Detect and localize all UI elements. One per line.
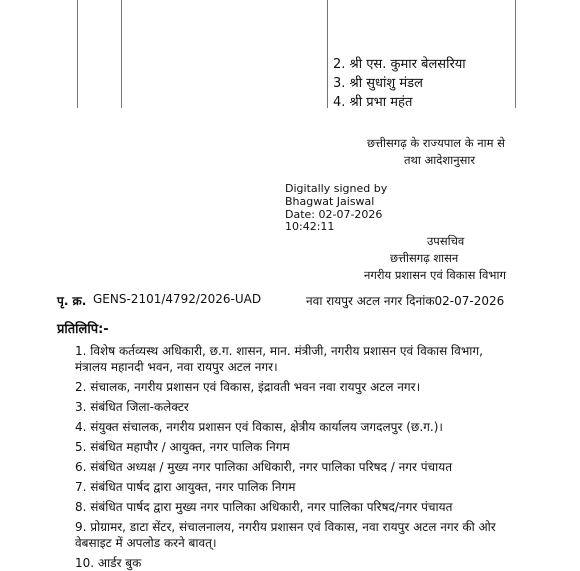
copy-list [75, 343, 565, 571]
list-item-continuation: वेबसाइट में अपलोड करने बावत्। [75, 536, 217, 550]
list-item: 7. संबंधित पार्षद द्वारा आयुक्त, नगर पालिक निगम [75, 480, 296, 494]
copy-heading: प्रतिलिपि:- [57, 322, 109, 337]
table-names [333, 55, 466, 112]
designation-govt: छत्तीसगढ़ शासन [390, 251, 459, 265]
table-divider [327, 0, 328, 108]
signature-line: Digitally signed by [285, 182, 388, 195]
reference-label: पृ. क्र. [57, 294, 87, 308]
designation-title: उपसचिव [427, 234, 465, 248]
list-item: 9. प्रोग्रामर, डाटा सेंटर, संचालनालय, नगरीय प्रशासन एवं विकास, नवा रायपुर अटल नगर की ओर [75, 520, 496, 534]
authority-line-2: तथा आदेशानुसार [404, 153, 476, 167]
signature-name: Bhagwat Jaiswal [285, 194, 375, 208]
list-item: 8. संबंधित पार्षद द्वारा मुख्य नगर पालिका अधिकारी, नगर पालिका परिषद/नगर पंचायत [75, 500, 453, 514]
signature-date: Date: 02-07-2026 [285, 207, 383, 221]
list-item: 1. विशेष कर्तव्यस्थ अधिकारी, छ.ग. शासन, मान. मंत्रीजी, नगरीय प्रशासन एवं विकास विभाग, [75, 344, 483, 358]
authority-line-1: छत्तीसगढ़ के राज्यपाल के नाम से [367, 136, 505, 150]
list-item: 2. संचालक, नगरीय प्रशासन एवं विकास, इंद्रावती भवन नवा रायपुर अटल नगर। [75, 380, 421, 394]
reference-place-date: नवा रायपुर अटल नगर दिनांक02-07-2026 [306, 294, 505, 308]
table-divider [121, 0, 122, 108]
designation-dept: नगरीय प्रशासन एवं विकास विभाग [364, 268, 506, 282]
name-entry: 4. श्री प्रभा महंत [333, 95, 413, 110]
list-item: 4. संयुक्त संचालक, नगरीय प्रशासन एवं विकास, क्षेत्रीय कार्यालय जगदलपुर (छ.ग.)। [75, 420, 443, 434]
list-item: 5. संबंधित महापौर / आयुक्त, नगर पालिक निगम [75, 440, 290, 454]
list-item-continuation: मंत्रालय महानदी भवन, नवा रायपुर अटल नगर। [75, 360, 278, 374]
reference-number: GENS-2101/4792/2026-UAD [93, 292, 262, 306]
list-item: 6. संबंधित अध्यक्ष / मुख्य नगर पालिका अधिकारी, नगर पालिका परिषद / नगर पंचायत [75, 460, 453, 474]
signature-time: 10:42:11 [285, 220, 335, 234]
list-item: 3. संबंधित जिला-कलेक्टर [75, 400, 189, 414]
name-entry: 2. श्री एस. कुमार बेलसरिया [333, 57, 466, 72]
digital-signature [285, 183, 387, 234]
list-item: 10. आर्डर बुक [75, 556, 142, 570]
name-entry: 3. श्री सुधांशु मंडल [333, 76, 423, 91]
